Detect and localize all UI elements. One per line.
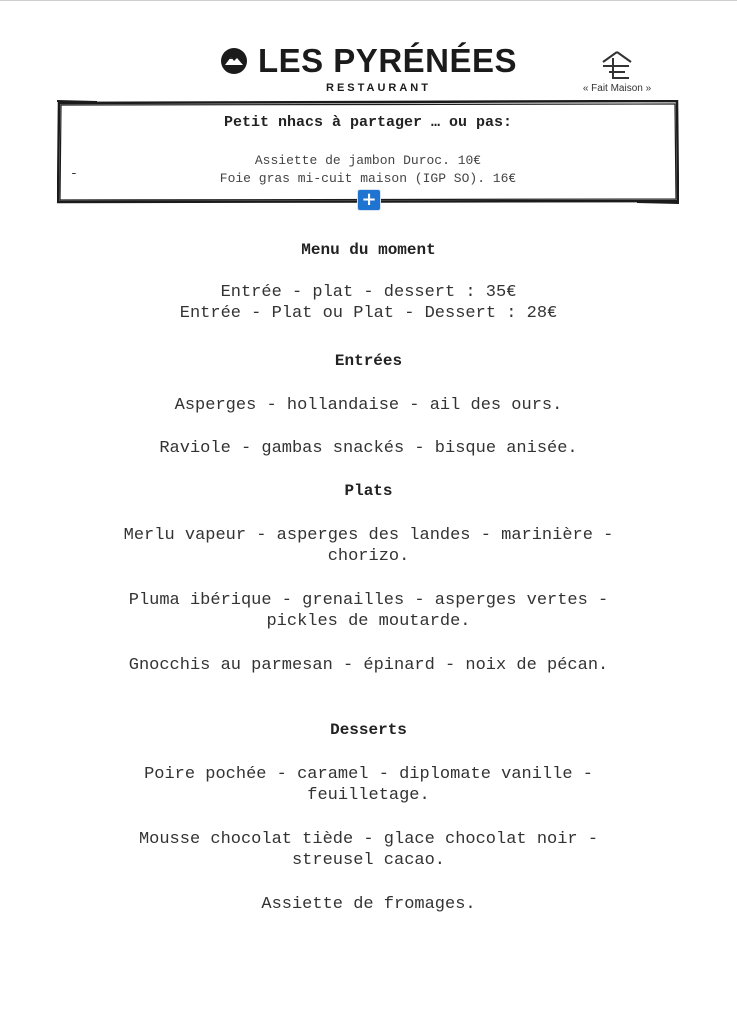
dessert-item	[60, 894, 677, 915]
fait-maison-badge	[572, 50, 662, 94]
dash-mark: -	[70, 166, 78, 181]
share-item: Foie gras mi-cuit maison (IGP SO). 16€	[219, 171, 517, 186]
plats-title: Plats	[344, 482, 393, 500]
plat-item	[60, 525, 677, 567]
menu-du-moment-lines	[60, 282, 677, 324]
dish-line: Merlu vapeur - asperges des landes - marinière -	[123, 526, 614, 545]
plats-title-block	[60, 482, 677, 500]
share-item: Assiette de jambon Duroc. 10€	[254, 153, 482, 168]
dish-line: Mousse chocolat tiède - glace chocolat noir -	[138, 830, 599, 849]
entrees-title-block	[60, 352, 677, 370]
dish-line: Raviole - gambas snackés - bisque anisée.	[159, 439, 578, 458]
dish-line: Pluma ibérique - grenailles - asperges vertes -	[128, 591, 609, 610]
dish-line: streusel cacao.	[291, 851, 446, 870]
add-button[interactable]: +	[357, 189, 381, 211]
dish-line: feuilletage.	[307, 786, 430, 805]
dish-line: pickles de moutarde.	[266, 612, 471, 631]
fait-maison-label: « Fait Maison »	[582, 83, 652, 94]
dessert-item	[60, 764, 677, 806]
menu-line: Entrée - Plat ou Plat - Dessert : 28€	[179, 304, 558, 323]
share-section-box	[57, 100, 679, 200]
house-icon	[599, 50, 635, 80]
dish-line: Asperges - hollandaise - ail des ours.	[174, 396, 563, 415]
desserts-title: Desserts	[330, 721, 407, 739]
plat-item	[60, 590, 677, 632]
dish-line: chorizo.	[327, 547, 410, 566]
entree-item	[60, 395, 677, 416]
share-title: Petit nhacs à partager … ou pas:	[223, 114, 513, 131]
dessert-item	[60, 829, 677, 871]
top-divider	[0, 0, 737, 1]
share-items	[57, 152, 679, 188]
desserts-title-block	[60, 721, 677, 739]
dish-line: Assiette de fromages.	[261, 895, 476, 914]
restaurant-name: LES PYRÉNÉES	[257, 42, 518, 79]
menu-line: Entrée - plat - dessert : 35€	[220, 283, 517, 302]
dish-line: Poire pochée - caramel - diplomate vanille -	[144, 765, 593, 784]
entrees-title: Entrées	[334, 352, 403, 370]
plat-item	[60, 655, 677, 676]
restaurant-subtitle: RESTAURANT	[326, 82, 431, 94]
menu-du-moment-title: Menu du moment	[301, 241, 436, 259]
entree-item	[60, 438, 677, 459]
dish-line: Gnocchis au parmesan - épinard - noix de pécan.	[128, 656, 609, 675]
mountain-logo-icon	[220, 47, 248, 75]
menu-du-moment-title-block	[60, 241, 677, 259]
